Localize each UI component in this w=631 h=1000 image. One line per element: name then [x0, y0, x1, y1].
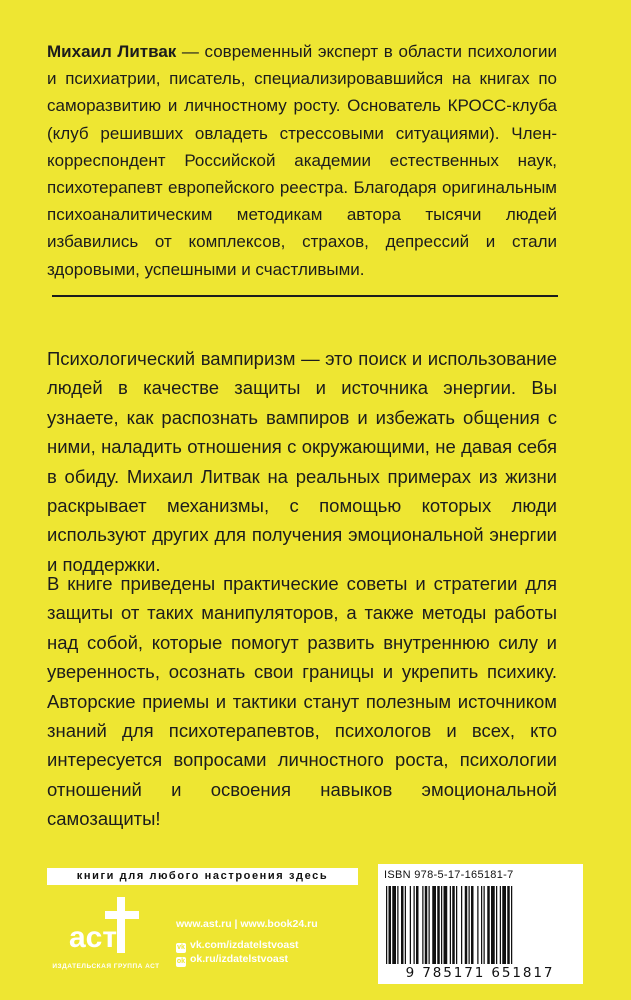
barcode-icon	[384, 886, 577, 966]
ok-icon: ok	[176, 958, 186, 965]
author-bio-text: — современный эксперт в области психологии и психиатрии, писатель, специализировавшийся на книгах по саморазвитию и личностному росту. Основатель КРОСС-клуба (клуб решивших овладеть стрессовыми ситуациями). Член-корреспондент Российской академии естественных наук, психотерапевт европейского реестра. Благодаря оригинальным психоаналитическим методикам автора тысячи людей избавились от комплексов, страхов, депрессий и стали здоровыми, успешными и счастливыми.	[47, 42, 557, 279]
ok-link-text: ok.ru/izdatelstvoast	[190, 953, 289, 965]
barcode-digits: 9 785171 651817	[405, 965, 555, 981]
ok-link[interactable]	[176, 953, 366, 967]
ast-logo-icon	[65, 895, 147, 961]
divider	[52, 295, 558, 297]
author-bio	[47, 38, 557, 283]
vk-icon: vk	[177, 944, 185, 951]
vk-link-text: vk.com/izdatelstvoast	[190, 939, 299, 951]
author-name: Михаил Литвак	[47, 42, 177, 61]
isbn-label: ISBN 978-5-17-165181-7	[384, 869, 514, 881]
publisher-logo	[47, 895, 165, 975]
tagline: книги для любого настроения здесь	[47, 868, 358, 885]
website-links[interactable]: www.ast.ru | www.book24.ru	[176, 918, 318, 930]
vk-link[interactable]	[176, 939, 366, 953]
description-paragraph-1: Психологический вампиризм — это поиск и использование людей в качестве защиты и источника энергии. Вы узнаете, как распознать вампиров и избежать общения с ними, наладить отношения с окружающими, не давая себя в обиду. Михаил Литвак на реальных примерах из жизни раскрывает механизмы, с помощью которых люди используют других для получения эмоциональной энергии и поддержки.	[47, 348, 557, 575]
description-paragraph-2: В книге приведены практические советы и стратегии для защиты от таких манипуляторов, а также методы работы над собой, которые помогут развить внутреннюю силу и уверенность, осознать свои границы и укрепить психику. Авторские приемы и тактики станут полезным источником знаний для психотерапевтов, психологов и всех, кто интересуется вопросами личностного роста, психологии отношений и освоения навыков эмоциональной самозащиты!	[47, 573, 557, 830]
isbn-block	[378, 864, 583, 984]
logo-text: аст	[69, 921, 118, 954]
publisher-caption: ИЗДАТЕЛЬСКАЯ ГРУППА АСТ	[52, 963, 160, 970]
